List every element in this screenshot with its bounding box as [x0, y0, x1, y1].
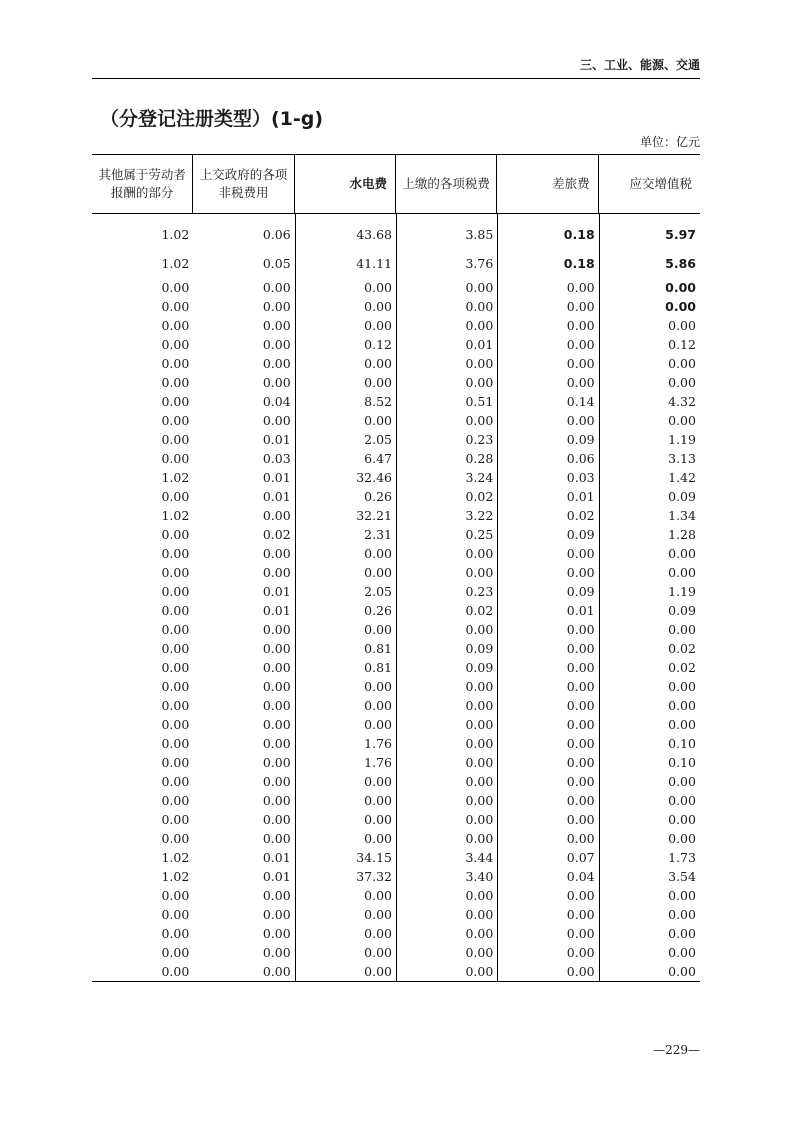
table-cell: 0.00	[262, 755, 291, 770]
table-cell: 0.00	[465, 964, 494, 979]
table-cell: 0.03	[262, 451, 291, 466]
table-cell: 0.00	[364, 622, 392, 637]
table-cell: 0.02	[262, 527, 291, 542]
column-divider	[295, 214, 296, 981]
statistics-table	[92, 154, 700, 982]
table-cell: 0.00	[668, 907, 696, 922]
table-cell: 0.00	[161, 774, 190, 789]
table-cell: 3.76	[465, 256, 494, 271]
column-divider	[396, 214, 397, 981]
table-cell: 1.02	[161, 508, 190, 523]
table-cell: 0.09	[566, 432, 595, 447]
table-cell: 0.14	[566, 394, 595, 409]
table-cell: 0.00	[161, 793, 190, 808]
chapter-heading: 三、工业、能源、交通	[579, 58, 700, 72]
table-cell: 0.00	[161, 584, 190, 599]
table-cell: 0.00	[364, 318, 392, 333]
table-cell: 0.00	[161, 603, 190, 618]
table-cell: 0.05	[262, 256, 291, 271]
table-cell: 0.00	[161, 375, 190, 390]
table-cell: 0.00	[161, 394, 190, 409]
table-cell: 0.00	[364, 565, 392, 580]
table-cell: 1.76	[364, 755, 392, 770]
table-cell: 0.10	[668, 755, 696, 770]
table-cell: 0.00	[262, 413, 291, 428]
table-cell: 0.00	[668, 888, 696, 903]
column-header-line: 其他属于劳动者	[98, 167, 186, 182]
table-cell: 43.68	[356, 227, 392, 242]
table-cell: 41.11	[356, 256, 392, 271]
table-cell: 1.02	[161, 256, 190, 271]
table-cell: 0.00	[262, 337, 291, 352]
table-cell: 0.00	[465, 413, 494, 428]
table-cell: 34.15	[356, 850, 392, 865]
table-cell: 0.00	[262, 698, 291, 713]
table-cell: 0.00	[161, 527, 190, 542]
table-cell: 0.00	[161, 717, 190, 732]
header-rule	[92, 78, 700, 79]
table-cell: 0.00	[161, 888, 190, 903]
unit-label: 单位：亿元	[639, 135, 700, 149]
table-cell: 0.00	[566, 660, 595, 675]
table-cell: 0.00	[364, 831, 392, 846]
table-cell: 0.00	[665, 280, 696, 295]
table-cell: 0.00	[161, 660, 190, 675]
table-cell: 0.00	[364, 356, 392, 371]
table-cell: 0.02	[566, 508, 595, 523]
table-cell: 0.00	[465, 280, 494, 295]
table-cell: 1.28	[668, 527, 696, 542]
table-cell: 0.00	[364, 299, 392, 314]
table-cell: 0.00	[668, 375, 696, 390]
table-cell: 0.09	[566, 527, 595, 542]
table-cell: 0.26	[364, 603, 392, 618]
table-cell: 0.00	[262, 660, 291, 675]
table-cell: 0.00	[364, 375, 392, 390]
table-cell: 0.00	[161, 679, 190, 694]
table-cell: 3.44	[465, 850, 494, 865]
table-cell: 0.02	[465, 603, 494, 618]
table-cell: 0.00	[364, 793, 392, 808]
table-cell: 32.21	[356, 508, 392, 523]
table-cell: 0.01	[262, 603, 291, 618]
table-cell: 0.00	[262, 356, 291, 371]
table-cell: 0.00	[364, 546, 392, 561]
table-cell: 0.00	[161, 622, 190, 637]
table-cell: 0.00	[161, 432, 190, 447]
table-cell: 0.00	[465, 622, 494, 637]
table-cell: 0.00	[465, 831, 494, 846]
table-cell: 0.00	[465, 546, 494, 561]
table-cell: 0.01	[566, 603, 595, 618]
table-cell: 0.00	[668, 793, 696, 808]
table-cell: 37.32	[356, 869, 392, 884]
table-cell: 0.00	[262, 793, 291, 808]
table-cell: 6.47	[364, 451, 392, 466]
table-cell: 0.00	[668, 413, 696, 428]
table-cell: 0.00	[262, 318, 291, 333]
table-cell: 0.00	[665, 299, 696, 314]
table-cell: 0.00	[668, 812, 696, 827]
table-cell: 0.00	[262, 641, 291, 656]
table-cell: 0.09	[668, 603, 696, 618]
table-cell: 0.00	[566, 565, 595, 580]
table-cell: 0.00	[161, 755, 190, 770]
table-cell: 0.00	[262, 964, 291, 979]
table-cell: 1.19	[668, 432, 696, 447]
column-header-line: 非税费用	[218, 185, 269, 200]
table-cell: 8.52	[364, 394, 392, 409]
table-cell: 0.00	[262, 508, 291, 523]
table-cell: 0.02	[465, 489, 494, 504]
table-cell: 0.00	[262, 622, 291, 637]
table-cell: 0.00	[566, 318, 595, 333]
table-cell: 0.00	[566, 774, 595, 789]
table-cell: 0.00	[668, 717, 696, 732]
table-cell: 0.00	[465, 736, 494, 751]
table-cell: 0.00	[566, 717, 595, 732]
table-cell: 0.00	[161, 280, 190, 295]
table-cell: 0.00	[566, 945, 595, 960]
table-cell: 0.00	[364, 964, 392, 979]
table-cell: 0.00	[262, 736, 291, 751]
column-header-vat-payable: 应交增值税	[629, 176, 692, 191]
column-header-other-labor-compensation	[92, 155, 193, 213]
table-cell: 2.05	[364, 432, 392, 447]
table-cell: 0.00	[364, 717, 392, 732]
table-cell: 1.02	[161, 869, 190, 884]
table-cell: 0.51	[465, 394, 494, 409]
column-header-travel-expenses: 差旅费	[497, 155, 598, 213]
table-cell: 0.00	[566, 622, 595, 637]
table-cell: 0.00	[465, 774, 494, 789]
table-cell: 0.00	[668, 964, 696, 979]
table-cell: 0.00	[668, 926, 696, 941]
table-cell: 0.00	[161, 736, 190, 751]
table-cell: 0.00	[161, 831, 190, 846]
table-cell: 3.40	[465, 869, 494, 884]
table-cell: 0.00	[161, 907, 190, 922]
table-cell: 0.00	[161, 337, 190, 352]
table-cell: 0.00	[262, 907, 291, 922]
table-cell: 0.23	[465, 584, 494, 599]
table-cell: 0.00	[161, 489, 190, 504]
table-cell: 0.00	[566, 356, 595, 371]
table-cell: 0.00	[465, 565, 494, 580]
table-body	[92, 214, 700, 981]
table-cell: 1.19	[668, 584, 696, 599]
table-cell: 0.06	[262, 227, 291, 242]
table-cell: 0.01	[262, 432, 291, 447]
table-cell: 0.02	[668, 641, 696, 656]
table-cell: 1.02	[161, 227, 190, 242]
table-cell: 0.00	[668, 679, 696, 694]
table-cell: 0.23	[465, 432, 494, 447]
column-divider	[497, 214, 498, 981]
table-cell: 0.00	[364, 907, 392, 922]
table-cell: 0.04	[262, 394, 291, 409]
column-header-taxes-paid: 上缴的各项税费	[396, 155, 497, 213]
table-cell: 3.13	[668, 451, 696, 466]
table-cell: 5.97	[665, 227, 696, 242]
table-cell: 0.00	[465, 375, 494, 390]
table-cell: 0.00	[161, 413, 190, 428]
table-cell: 0.00	[161, 565, 190, 580]
column-divider	[599, 214, 600, 981]
table-cell: 0.00	[668, 774, 696, 789]
table-cell: 0.28	[465, 451, 494, 466]
table-cell: 0.00	[465, 755, 494, 770]
table-cell: 0.81	[364, 660, 392, 675]
table-cell: 0.00	[566, 964, 595, 979]
table-cell: 0.00	[566, 926, 595, 941]
table-cell: 0.00	[566, 641, 595, 656]
table-cell: 0.09	[465, 641, 494, 656]
table-cell: 0.25	[465, 527, 494, 542]
column-header-line: 上交政府的各项	[199, 167, 288, 182]
table-cell: 0.00	[161, 812, 190, 827]
column-header-line: 报酬的部分	[110, 185, 174, 200]
table-cell: 0.00	[364, 926, 392, 941]
table-cell: 0.26	[364, 489, 392, 504]
table-cell: 0.12	[668, 337, 696, 352]
table-cell: 0.00	[161, 698, 190, 713]
table-cell: 0.00	[262, 546, 291, 561]
table-cell: 0.00	[161, 546, 190, 561]
table-cell: 0.00	[668, 945, 696, 960]
table-cell: 1.76	[364, 736, 392, 751]
table-cell: 0.00	[262, 774, 291, 789]
table-cell: 1.02	[161, 470, 190, 485]
table-cell: 0.09	[465, 660, 494, 675]
table-cell: 0.00	[364, 698, 392, 713]
table-cell: 0.00	[668, 318, 696, 333]
table-cell: 0.09	[668, 489, 696, 504]
table-cell: 0.00	[262, 888, 291, 903]
column-header-utilities: 水电费	[295, 155, 396, 213]
table-cell: 0.00	[465, 679, 494, 694]
table-cell: 0.00	[364, 945, 392, 960]
table-cell: 0.00	[364, 812, 392, 827]
table-cell: 0.00	[262, 945, 291, 960]
table-cell: 0.81	[364, 641, 392, 656]
table-cell: 0.00	[364, 888, 392, 903]
table-cell: 0.02	[668, 660, 696, 675]
table-cell: 0.00	[465, 356, 494, 371]
table-cell: 0.00	[262, 926, 291, 941]
table-cell: 2.31	[364, 527, 392, 542]
table-cell: 1.34	[668, 508, 696, 523]
table-cell: 3.22	[465, 508, 494, 523]
table-cell: 0.00	[262, 831, 291, 846]
table-cell: 32.46	[356, 470, 392, 485]
table-cell: 0.00	[364, 280, 392, 295]
table-cell: 0.00	[262, 717, 291, 732]
table-cell: 0.00	[566, 698, 595, 713]
table-cell: 0.00	[566, 375, 595, 390]
table-cell: 0.00	[465, 318, 494, 333]
table-cell: 0.00	[161, 356, 190, 371]
table-cell: 0.00	[566, 736, 595, 751]
table-cell: 0.00	[161, 945, 190, 960]
table-cell: 0.00	[566, 299, 595, 314]
table-cell: 3.54	[668, 869, 696, 884]
table-cell: 0.01	[566, 489, 595, 504]
table-cell: 0.01	[262, 869, 291, 884]
table-cell: 0.00	[566, 907, 595, 922]
table-cell: 0.01	[262, 489, 291, 504]
table-cell: 5.86	[665, 256, 696, 271]
table-cell: 0.00	[262, 299, 291, 314]
table-cell: 0.00	[566, 812, 595, 827]
table-cell: 0.00	[566, 888, 595, 903]
table-cell: 0.00	[668, 831, 696, 846]
table-cell: 0.18	[563, 256, 595, 271]
table-cell: 1.02	[161, 850, 190, 865]
table-cell: 0.00	[161, 299, 190, 314]
table-cell: 0.00	[465, 926, 494, 941]
table-cell: 4.32	[668, 394, 696, 409]
table-cell: 0.00	[566, 755, 595, 770]
table-cell: 0.00	[566, 793, 595, 808]
table-cell: 0.00	[262, 375, 291, 390]
table-cell: 0.01	[465, 337, 494, 352]
table-cell: 0.06	[566, 451, 595, 466]
table-cell: 0.00	[465, 299, 494, 314]
table-cell: 0.00	[566, 337, 595, 352]
table-cell: 0.01	[262, 584, 291, 599]
table-cell: 0.00	[465, 907, 494, 922]
table-cell: 0.00	[668, 546, 696, 561]
table-cell: 0.00	[465, 698, 494, 713]
table-cell: 3.24	[465, 470, 494, 485]
table-cell: 1.73	[668, 850, 696, 865]
table-cell: 0.10	[668, 736, 696, 751]
table-cell: 0.00	[566, 831, 595, 846]
table-cell: 0.00	[262, 280, 291, 295]
table-cell: 0.00	[566, 413, 595, 428]
table-cell: 1.42	[668, 470, 696, 485]
table-cell: 0.00	[161, 451, 190, 466]
table-cell: 0.00	[668, 622, 696, 637]
table-cell: 0.01	[262, 850, 291, 865]
table-cell: 0.00	[668, 698, 696, 713]
table-cell: 0.00	[161, 641, 190, 656]
table-cell: 0.00	[668, 356, 696, 371]
table-cell: 0.00	[566, 679, 595, 694]
table-cell: 0.00	[262, 565, 291, 580]
table-cell: 0.04	[566, 869, 595, 884]
table-cell: 0.00	[465, 945, 494, 960]
table-cell: 0.00	[262, 812, 291, 827]
table-cell: 3.85	[465, 227, 494, 242]
table-cell: 0.00	[566, 280, 595, 295]
table-cell: 0.00	[465, 793, 494, 808]
table-header	[92, 155, 700, 214]
table-cell: 0.12	[364, 337, 392, 352]
table-cell: 0.07	[566, 850, 595, 865]
table-cell: 0.00	[566, 546, 595, 561]
table-cell: 0.00	[364, 774, 392, 789]
table-cell: 0.09	[566, 584, 595, 599]
table-cell: 0.00	[465, 717, 494, 732]
table-cell: 0.01	[262, 470, 291, 485]
table-cell: 0.00	[465, 812, 494, 827]
table-cell: 0.00	[161, 964, 190, 979]
table-cell: 0.18	[563, 227, 595, 242]
table-cell: 0.03	[566, 470, 595, 485]
table-cell: 0.00	[262, 679, 291, 694]
table-cell: 0.00	[161, 318, 190, 333]
table-cell: 0.00	[364, 679, 392, 694]
column-header-non-tax-fees	[193, 155, 294, 213]
page-title: （分登记注册类型）(1-g)	[100, 108, 324, 130]
page-number: —229—	[653, 1043, 700, 1057]
table-cell: 0.00	[161, 926, 190, 941]
table-cell: 0.00	[364, 413, 392, 428]
table-cell: 0.00	[465, 888, 494, 903]
table-cell: 0.00	[668, 565, 696, 580]
table-cell: 2.05	[364, 584, 392, 599]
